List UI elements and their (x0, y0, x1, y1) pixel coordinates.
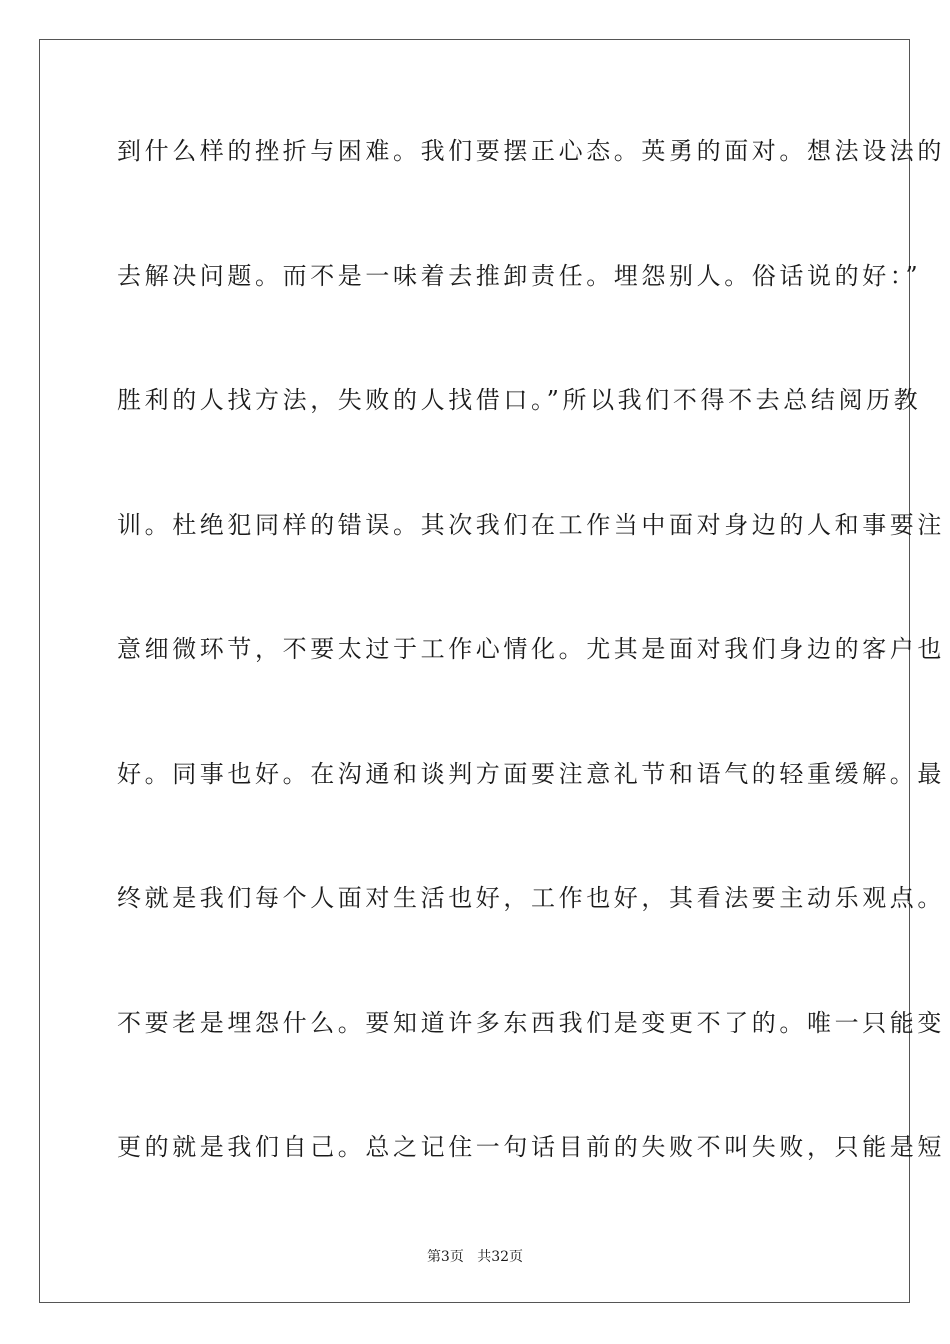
text-line: 到什么样的挫折与困难。我们要摆正心态。英勇的面对。想法设法的 (117, 137, 945, 165)
text-line: 不要老是埋怨什么。要知道许多东西我们是变更不了的。唯一只能变 (117, 1008, 945, 1037)
text-line: 好。同事也好。在沟通和谈判方面要注意礼节和语气的轻重缓解。最 (117, 759, 945, 788)
document-body (117, 127, 945, 1248)
text-line: 意细微环节，不要太过于工作心情化。尤其是面对我们身边的客户也 (117, 635, 945, 663)
page-total: 共32页 (477, 1249, 524, 1265)
text-line: 训。杜绝犯同样的错误。其次我们在工作当中面对身边的人和事要注 (117, 510, 945, 539)
page-number: 第3页 (426, 1249, 464, 1265)
text-line: 去解决问题。而不是一味着去推卸责任。埋怨别人。俗话说的好：” (117, 261, 922, 290)
text-line: 终就是我们每个人面对生活也好，工作也好，其看法要主动乐观点。 (117, 884, 945, 912)
page-footer (0, 1247, 950, 1267)
text-line: 胜利的人找方法，失败的人找借口。”所以我们不得不去总结阅历教 (117, 386, 922, 414)
text-line: 更的就是我们自己。总之记住一句话目前的失败不叫失败，只能是短 (117, 1133, 945, 1161)
